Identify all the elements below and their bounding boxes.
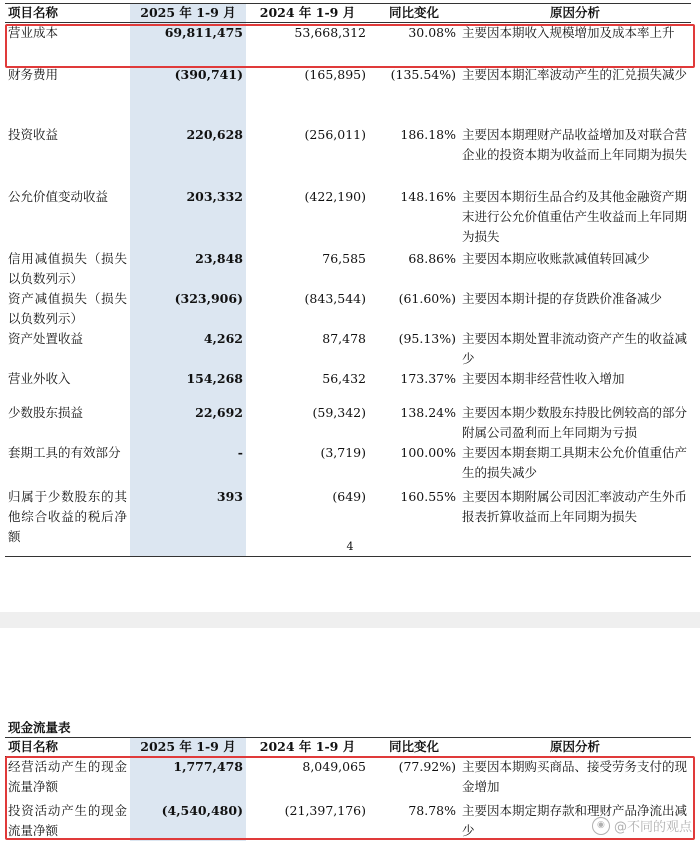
row-value-2025: 220,628	[130, 125, 246, 187]
income-change-table	[5, 3, 691, 557]
row-item-name: 营业成本	[8, 25, 59, 40]
row-value-2025: (323,906)	[130, 289, 246, 329]
header-reason: 原因分析	[459, 4, 691, 23]
table-row	[5, 369, 691, 403]
row-value-2025: 1,777,478	[130, 757, 246, 801]
header-item: 项目名称	[5, 738, 130, 757]
header-2025: 2025 年 1-9 月	[130, 4, 246, 23]
row-yoy-change: 138.24%	[400, 404, 456, 420]
row-value-2024: (843,544)	[304, 290, 366, 306]
row-item-name: 信用减值损失（损失以负数列示）	[8, 250, 127, 286]
row-item-name: 投资活动产生的现金流量净额	[8, 802, 127, 838]
row-reason: 主要因本期非经营性收入增加	[462, 370, 625, 386]
table-row	[5, 249, 691, 289]
header-item: 项目名称	[5, 4, 130, 23]
row-value-2024: (21,397,176)	[284, 802, 366, 818]
row-item-name: 公允价值变动收益	[8, 188, 109, 204]
table-row	[5, 801, 691, 841]
row-value-2025: (390,741)	[130, 65, 246, 125]
row-yoy-change: (77.92%)	[398, 759, 456, 774]
row-yoy-change: (135.54%)	[390, 66, 456, 82]
table-row	[5, 403, 691, 443]
row-reason: 主要因本期理财产品收益增加及对联合营企业的投资本期为收益而上年同期为损失	[462, 126, 688, 162]
row-item-name: 投资收益	[8, 126, 59, 142]
row-item-name: 归属于少数股东的其他综合收益的税后净额	[5, 487, 130, 557]
row-value-2025: (4,540,480)	[130, 801, 246, 841]
table-header-row	[5, 738, 691, 757]
header-2024: 2024 年 1-9 月	[246, 4, 369, 23]
row-yoy-change: 160.55%	[369, 487, 459, 557]
row-value-2024: (59,342)	[312, 404, 366, 420]
row-value-2024: 56,432	[322, 370, 366, 386]
row-yoy-change: 68.86%	[408, 250, 456, 266]
row-reason: 主要因本期应收账款减值转回减少	[462, 250, 650, 266]
row-yoy-change: (61.60%)	[398, 290, 456, 306]
row-value-2024: 76,585	[322, 250, 366, 266]
row-yoy-change: 173.37%	[400, 370, 456, 386]
row-yoy-change: (95.13%)	[398, 330, 456, 346]
row-item-name: 资产减值损失（损失以负数列示）	[8, 290, 127, 326]
row-reason: 主要因本期少数股东持股比例较高的部分附属公司盈利而上年同期为亏损	[462, 404, 688, 440]
row-item-name: 经营活动产生的现金流量净额	[8, 759, 127, 794]
row-reason: 主要因本期处置非流动资产产生的收益减少	[462, 330, 688, 366]
row-yoy-change: 148.16%	[400, 188, 456, 204]
row-value-2025: 4,262	[130, 329, 246, 369]
row-value-2025: 203,332	[130, 187, 246, 249]
row-value-2024: (649)	[246, 487, 369, 557]
row-reason: 主要因本期收入规模增加及成本率上升	[462, 25, 675, 40]
cashflow-change-table	[5, 737, 691, 841]
table-row	[5, 23, 691, 65]
row-reason: 主要因本期套期工具期末公允价值重估产生的损失减少	[462, 444, 688, 480]
watermark-text: @不同的观点	[613, 820, 692, 835]
row-value-2024: (165,895)	[304, 66, 366, 82]
row-yoy-change: 186.18%	[400, 126, 456, 142]
row-item-name: 财务费用	[8, 66, 59, 82]
row-value-2024: 8,049,065	[302, 759, 366, 774]
table-row	[5, 443, 691, 487]
row-value-2024: (422,190)	[304, 188, 366, 204]
row-reason: 主要因本期购买商品、接受劳务支付的现金增加	[462, 759, 688, 794]
report-page-bottom	[0, 628, 700, 839]
table-row	[5, 329, 691, 369]
row-yoy-change: 78.78%	[408, 802, 456, 818]
row-reason: 主要因本期定期存款和理财产品净流出减少	[462, 802, 688, 838]
row-reason: 主要因本期附属公司因汇率波动产生外币报表折算收益而上年同期为损失	[459, 487, 691, 557]
watermark	[592, 816, 692, 835]
table-row	[5, 757, 691, 801]
header-change: 同比变化	[369, 4, 459, 23]
table-row	[5, 187, 691, 249]
page-gap	[0, 612, 700, 628]
row-value-2025: -	[130, 443, 246, 487]
row-yoy-change: 100.00%	[400, 444, 456, 460]
header-reason: 原因分析	[459, 738, 691, 757]
header-2025: 2025 年 1-9 月	[130, 738, 246, 757]
cashflow-section-title: 现金流量表	[8, 720, 71, 735]
table-row	[5, 65, 691, 125]
row-value-2024: (3,719)	[320, 444, 366, 460]
page-number: 4	[346, 540, 354, 553]
header-change: 同比变化	[369, 738, 459, 757]
table-row	[5, 125, 691, 187]
row-value-2025: 69,811,475	[130, 23, 246, 65]
row-value-2024: (256,011)	[304, 126, 366, 142]
row-value-2024: 87,478	[322, 330, 366, 346]
row-item-name: 少数股东损益	[8, 404, 84, 420]
row-item-name: 资产处置收益	[8, 330, 84, 346]
row-yoy-change: 30.08%	[408, 25, 456, 40]
row-reason: 主要因本期计提的存货跌价准备减少	[462, 290, 663, 306]
row-reason: 主要因本期汇率波动产生的汇兑损失减少	[462, 66, 688, 82]
row-reason: 主要因本期衍生品合约及其他金融资产期末进行公允价值重估产生收益而上年同期为损失	[462, 188, 688, 244]
row-item-name: 营业外收入	[8, 370, 71, 386]
table-header-row	[5, 4, 691, 23]
weibo-icon: ◉	[592, 817, 610, 835]
row-value-2025: 393	[130, 487, 246, 557]
row-value-2024: 53,668,312	[294, 25, 366, 40]
row-item-name: 套期工具的有效部分	[8, 444, 121, 460]
row-value-2025: 23,848	[130, 249, 246, 289]
table-row	[5, 289, 691, 329]
row-value-2025: 22,692	[130, 403, 246, 443]
row-value-2025: 154,268	[130, 369, 246, 403]
header-2024: 2024 年 1-9 月	[246, 738, 369, 757]
